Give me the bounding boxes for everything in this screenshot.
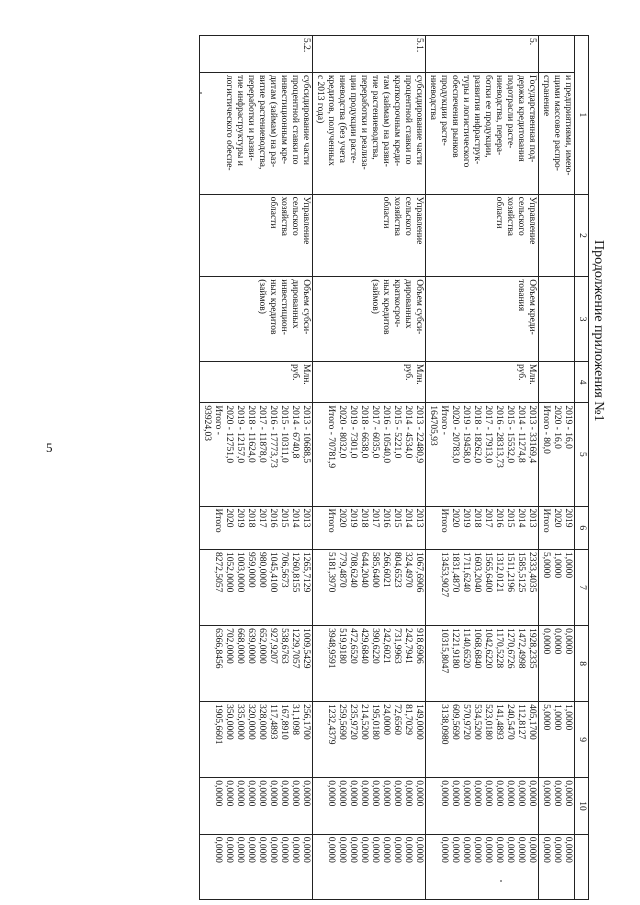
col-header: 1 bbox=[575, 36, 589, 195]
row-value: 1009,5429 1229,7057 538,6763 927,9207 652,0000 639,0000 668,0000 702,0000 6366,8456 bbox=[200, 626, 313, 702]
row-executor: Управление сельского хозяйства области bbox=[313, 194, 426, 277]
row-number: 5. bbox=[426, 36, 539, 73]
row-description: субсидирование части процентной ставки по краткосрочным креди- там (займам) на разви- тие растениеводства, переработки и реализа- ции продукции расте- ниеводства (без учета кредитов, полученных с 2013 года) bbox=[313, 72, 426, 194]
row-description: и предприятиями, имею- щими массовое распро- странение bbox=[539, 72, 575, 194]
row-value: 1,0000 1,0000 5,0000 bbox=[539, 702, 575, 778]
row-value: 0,0000 0,0000 0,0000 bbox=[539, 834, 575, 899]
row-executor bbox=[539, 194, 575, 277]
row-number: 5.2. bbox=[200, 36, 313, 73]
row-value: 0,0000 0,0000 0,0000 bbox=[539, 626, 575, 702]
row-indicator bbox=[539, 277, 575, 362]
row-description: Государственная под- держка кредитования подотрасли расте- ниеводства, перера- ботки ее продукции, развития инфраструк- туры и логистического обеспечения рынков продукции расте- ниеводства bbox=[426, 72, 539, 194]
row-value: 0,0000 0,0000 0,0000 0,0000 0,0000 0,0000 0,0000 0,0000 0,0000 bbox=[200, 778, 313, 835]
col-header: 2 bbox=[575, 194, 589, 277]
row-value: 1265,7129 1260,8155 706,5673 1045,4100 980,0000 959,0000 1003,0000 1052,0000 8272,5057 bbox=[200, 550, 313, 626]
row-executor: Управление сельского хозяйства области bbox=[200, 194, 313, 277]
row-years: 2013 2014 2015 2016 2017 2018 2019 2020 Итого bbox=[313, 506, 426, 549]
page-number: 5 bbox=[46, 440, 53, 455]
row-indicator: Объем субси- дированных краткосроч- ных кредитов (займов) bbox=[313, 277, 426, 362]
row-value: 918,6906 242,7941 731,9963 242,6021 390,6220 429,6840 472,6520 519,9180 3948,9591 bbox=[313, 626, 426, 702]
col-header: 9 bbox=[575, 702, 589, 778]
col-header: 5 bbox=[575, 403, 589, 506]
col-header: 7 bbox=[575, 550, 589, 626]
table-row-continuation bbox=[539, 36, 575, 900]
row-unit: Млн. руб. bbox=[200, 362, 313, 403]
row-unit: Млн. руб. bbox=[426, 362, 539, 403]
col-header: 3 bbox=[575, 277, 589, 362]
row-value: 0,0000 0,0000 0,0000 0,0000 0,0000 0,0000 0,0000 0,0000 0,0000 bbox=[313, 778, 426, 835]
row-indicator: Объем субси- дированных инвестицион- ных кредитов (займов) bbox=[200, 277, 313, 362]
row-years: 2013 2014 2015 2016 2017 2018 2019 2020 Итого bbox=[426, 506, 539, 549]
table-row bbox=[426, 36, 539, 900]
col-header: 6 bbox=[575, 506, 589, 549]
row-executor: Управление сельского хозяйства области bbox=[426, 194, 539, 277]
col-header: 8 bbox=[575, 626, 589, 702]
row-target: 2013 - 22480,9 2014 - 4534,0 2015 - 5221,0 2016 - 10540,0 2017 - 6035,0 2018 - 6638,0 2019 - 7301,0 2020 - 8032,0 Итого - 70781,9 bbox=[313, 403, 426, 506]
row-value: 2333,4035 1585,5125 1511,2196 1312,0121 1565,6400 1603,2040 1711,6240 1831,4870 13453,9027 bbox=[426, 550, 539, 626]
row-target: 2019 - 16,0 2020 - 16,0 Итого - 80,0 bbox=[539, 403, 575, 506]
row-target: 2013 - 33169,4 2014 - 11274,8 2015 - 15532,0 2016 - 28313,73 2017 - 17913,0 2018 - 18262,0 2019 - 19458,0 2020 - 20783,0 Итого - 164705,93 bbox=[426, 403, 539, 506]
row-number bbox=[539, 36, 575, 73]
table-row bbox=[200, 36, 313, 900]
row-value: 0,0000 0,0000 0,0000 0,0000 0,0000 0,0000 0,0000 0,0000 0,0000 bbox=[200, 834, 313, 899]
rotated-table-wrap bbox=[199, 35, 589, 900]
row-value: 1067,6906 324,4970 804,6523 266,6021 585,6400 644,2040 708,6240 779,4870 5181,3970 bbox=[313, 550, 426, 626]
row-value: 0,0000 0,0000 0,0000 0,0000 0,0000 0,0000 0,0000 0,0000 0,0000 bbox=[426, 834, 539, 899]
row-years: 2019 2020 Итого bbox=[539, 506, 575, 549]
col-header: 4 bbox=[575, 362, 589, 403]
row-value: 0,0000 0,0000 0,0000 bbox=[539, 778, 575, 835]
row-number: 5.1. bbox=[313, 36, 426, 73]
col-header: 10 bbox=[575, 778, 589, 835]
row-value: 1928,2335 1472,4998 1270,6726 1170,5228 1042,6220 1068,6840 1140,6520 1221,9180 10315,8047 bbox=[426, 626, 539, 702]
row-indicator: Объем креди- тования bbox=[426, 277, 539, 362]
row-value: 0,0000 0,0000 0,0000 0,0000 0,0000 0,0000 0,0000 0,0000 0,0000 bbox=[313, 834, 426, 899]
row-value: 0,0000 0,0000 0,0000 0,0000 0,0000 0,0000 0,0000 0,0000 0,0000 bbox=[426, 778, 539, 835]
row-target: 2013 - 10688,5 2014 - 6740,8 2015 - 10311,0 2016 - 17773,73 2017 - 11878,0 2018 - 11624,0 2019 - 12157,0 2020 - 12751,0 Итого - 93924,03 bbox=[200, 403, 313, 506]
row-unit bbox=[539, 362, 575, 403]
row-years: 2013 2014 2015 2016 2017 2018 2019 2020 Итого bbox=[200, 506, 313, 549]
table-row bbox=[313, 36, 426, 900]
row-value: 256,1700 31,1098 167,8910 117,4893 328,0000 320,0000 335,0000 350,0000 1905,6601 bbox=[200, 702, 313, 778]
row-description: субсидирование части процентной ставки по инвестиционным кре- дитам (займам) на раз- витие растениеводства, переработки и разви- тие инфраструктуры и логистического обеспе- bbox=[200, 72, 313, 194]
program-table bbox=[199, 35, 589, 900]
row-value: 149,0000 81,7029 72,6560 24,0000 195,0180 214,5200 235,9720 259,5690 1232,4379 bbox=[313, 702, 426, 778]
row-value: 405,1700 112,8127 240,5470 141,4893 523,0180 534,5200 570,9720 609,5690 3138,0980 bbox=[426, 702, 539, 778]
column-number-row bbox=[575, 36, 589, 900]
row-unit: Млн. руб. bbox=[313, 362, 426, 403]
row-value: 1,0000 1,0000 5,0000 bbox=[539, 550, 575, 626]
col-header-extra bbox=[575, 834, 589, 899]
